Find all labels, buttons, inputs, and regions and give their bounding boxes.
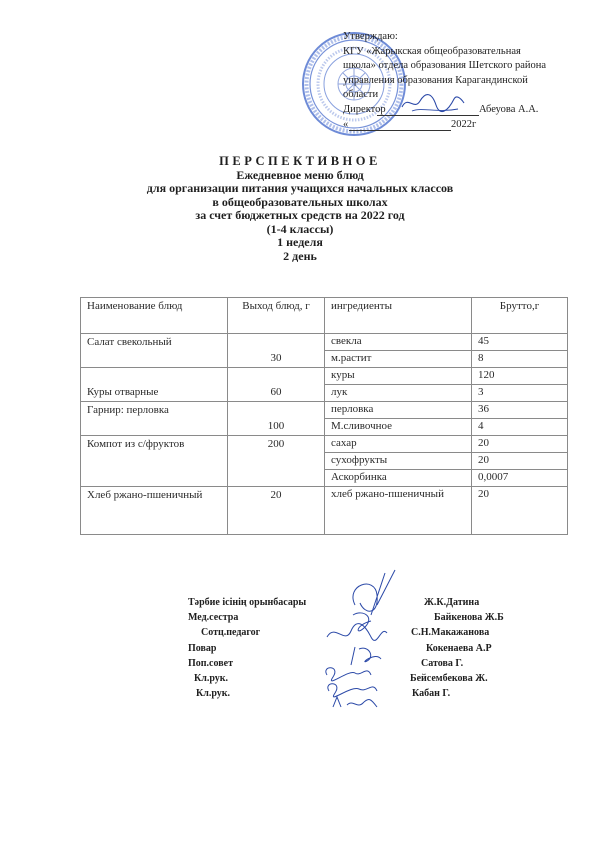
ingredient-name: лук [325,385,472,402]
dish-name: Салат свекольный [81,334,228,368]
ingredient-name: Аскорбинка [325,470,472,487]
menu-table [80,297,568,535]
date-line [349,130,451,131]
dish-name: Компот из с/фруктов [81,436,228,487]
header-gross: Брутто,г [472,298,568,334]
director-label: Директор [343,103,386,115]
staff-row [188,671,518,686]
org-line-4: области [343,89,379,100]
approval-block [343,30,593,133]
ingredient-name: куры [325,368,472,385]
ingredient-gross: 45 [472,334,568,351]
dish-yield: 60 [228,368,325,402]
ingredient-name: м.растит [325,351,472,368]
staff-row [188,625,518,640]
staff-role: Сотц.педагог [201,627,261,639]
title-line-5: (1-4 классы) [266,221,334,236]
staff-role: Тәрбие ісінің орынбасары [188,597,307,608]
dish-yield: 30 [228,334,325,368]
staff-name: Бейсембекова Ж. [410,672,488,684]
staff-name: С.Н.Макажанова [411,627,490,639]
ingredient-name: сухофрукты [325,453,472,470]
ingredient-name: свекла [325,334,472,351]
document-title [100,155,500,263]
staff-row [188,610,518,625]
title-line-7: 2 день [283,248,317,263]
staff-role: Поп.совет [188,657,233,669]
table-header-row [81,298,568,334]
title-main: ПЕРСПЕКТИВНОЕ [219,154,381,168]
header-dish-name: Наименование блюд [81,298,228,334]
org-line-3: управления образования Карагандинской [343,74,528,86]
dish-yield: 200 [228,436,325,487]
ingredient-gross: 20 [472,487,568,535]
staff-role: Кл.рук. [194,672,229,684]
title-line-1: Ежедневное меню блюд [236,167,364,182]
dish-name: Хлеб ржано-пшеничный [81,487,228,535]
ingredient-name: хлеб ржано-пшеничный [325,487,472,535]
ingredient-name: М.сливочное [325,419,472,436]
dish-yield: 100 [228,402,325,436]
header-yield: Выход блюд, г [228,298,325,334]
staff-name: Сатова Г. [421,657,464,669]
staff-role: Мед.сестра [188,612,239,624]
staff-row [188,686,518,701]
staff-row [188,595,518,610]
table-row [81,402,568,419]
title-line-3: в общеобразовательных школах [212,194,388,209]
table-row [81,487,568,535]
ingredient-gross: 3 [472,385,568,402]
staff-role: Кл.рук. [196,688,231,700]
ingredient-gross: 8 [472,351,568,368]
ingredient-gross: 120 [472,368,568,385]
staff-name: Кокенаева А.Р [426,642,492,654]
table-row [81,334,568,351]
table-row [81,436,568,453]
ingredient-gross: 36 [472,402,568,419]
title-line-6: 1 неделя [277,235,323,249]
dish-name: Гарнир: перловка [81,402,228,436]
org-line-2: школа» отдела образования Шетского района [343,60,547,71]
director-signature-icon [398,91,468,115]
ingredient-gross: 20 [472,453,568,470]
staff-signoff-list [188,595,518,701]
title-line-4: за счет бюджетных средств на 2022 год [195,208,405,222]
approve-label: Утверждаю: [343,31,398,42]
ingredient-name: сахар [325,436,472,453]
dish-yield: 20 [228,487,325,535]
header-ingredients: ингредиенты [325,298,472,334]
staff-row [188,641,518,656]
staff-name: Ж.К.Датина [424,597,480,608]
title-line-2: для организации питания учащихся начальных классов [146,181,454,195]
staff-role: Повар [188,642,217,654]
staff-name: Кабан Г. [412,688,451,700]
staff-name: Байкенова Ж.Б [434,612,504,624]
ingredient-gross: 0,0007 [472,470,568,487]
org-line-1: КГУ «Жарыкская общеобразовательная [343,45,521,57]
staff-row [188,656,518,671]
date-year: 2022г [451,118,477,130]
table-row [81,368,568,385]
director-name: Абеуова А.А. [479,103,539,115]
ingredient-gross: 4 [472,419,568,436]
date-quote: « [343,118,349,130]
dish-name: Куры отварные [81,368,228,402]
ingredient-name: перловка [325,402,472,419]
ingredient-gross: 20 [472,436,568,453]
